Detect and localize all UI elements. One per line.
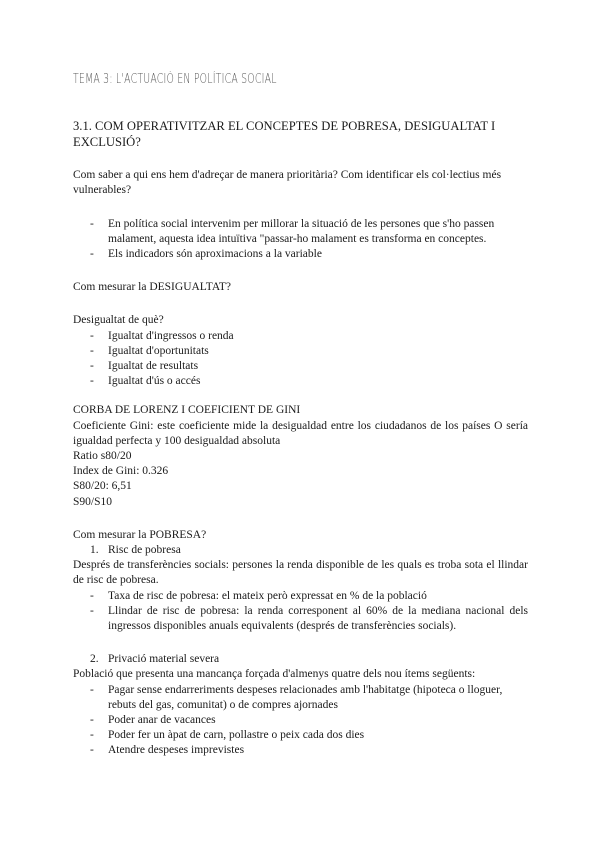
item-number: 2. [90, 653, 99, 666]
ratio-line: S80/20: 6,51 [73, 480, 132, 493]
inequality-question: Com mesurar la DESIGUALTAT? [73, 281, 232, 294]
item-label: Privació material severa [108, 653, 220, 666]
numbered-item-2 [73, 652, 528, 667]
list-item: - Poder fer un àpat de carn, pollastre o peix cada dos dies [73, 728, 528, 743]
item1-list [73, 589, 528, 635]
item-number: 1. [90, 544, 99, 557]
ratio-line: Index de Gini: 0.326 [73, 465, 169, 478]
page-title: TEMA 3: L'ACTUACIÓ EN POLÍTICA SOCIAL [73, 72, 277, 87]
item2-list [73, 683, 528, 759]
item1-text: Després de transferències socials: persones la renda disponible de les quals es troba sota el llindar de risc de pobresa. [73, 559, 528, 587]
list-item: - Llindar de risc de pobresa: la renda corresponent al 60% de la mediana nacional dels ingressos disponibles anuals equivalents (després de transferències socials). [73, 604, 528, 634]
list-item: - Els indicadors són aproximacions a la variable [73, 247, 528, 262]
list-item: - Igualtat d'oportunitats [73, 344, 528, 359]
list-item: - En política social intervenim per millorar la situació de les persones que s'ho passen malament, aquesta idea intuïtiva "passar-ho malament es transforma en conceptes. [73, 217, 528, 247]
gini-heading: CORBA DE LORENZ I COEFICIENT DE GINI [73, 404, 301, 417]
list-item: - Taxa de risc de pobresa: el mateix però expressat en % de la població [73, 589, 528, 604]
ratio-line: S90/S10 [73, 495, 112, 508]
list-item: - Igualtat d'ingressos o renda [73, 329, 528, 344]
intro-question: Com saber a qui ens hem d'adreçar de manera prioritària? Com identificar els col·lectius més vulnerables? [73, 169, 502, 197]
item2-text: Població que presenta una mancança forçada d'almenys quatre dels nou ítems següents: [73, 668, 476, 681]
section-heading: 3.1. COM OPERATIVITZAR EL CONCEPTES DE POBRESA, DESIGUALTAT I EXCLUSIÓ? [73, 119, 496, 149]
list-item: - Atendre despeses imprevistes [73, 743, 528, 758]
gini-text: Coeficiente Gini: este coeficiente mide la desigualdad entre los ciudadanos de los países O sería igualdad perfecta y 100 desigualdad absoluta [73, 419, 528, 447]
list-item: - Igualtat d'ús o accés [73, 374, 528, 389]
document-body [73, 119, 528, 759]
numbered-item-1 [73, 543, 528, 558]
intro-list [73, 217, 528, 263]
inequality-list [73, 329, 528, 390]
item-label: Risc de pobresa [108, 544, 181, 557]
inequality-of-what: Desigualtat de què? [73, 314, 164, 327]
list-item: - Igualtat de resultats [73, 359, 528, 374]
list-item: - Pagar sense endarreriments despeses relacionades amb l'habitatge (hipoteca o lloguer, rebuts del gas, comunitat) o de compres ajornades [73, 683, 528, 713]
list-item: - Poder anar de vacances [73, 713, 528, 728]
ratio-line: Ratio s80/20 [73, 450, 132, 463]
poverty-question: Com mesurar la POBRESA? [73, 528, 207, 541]
